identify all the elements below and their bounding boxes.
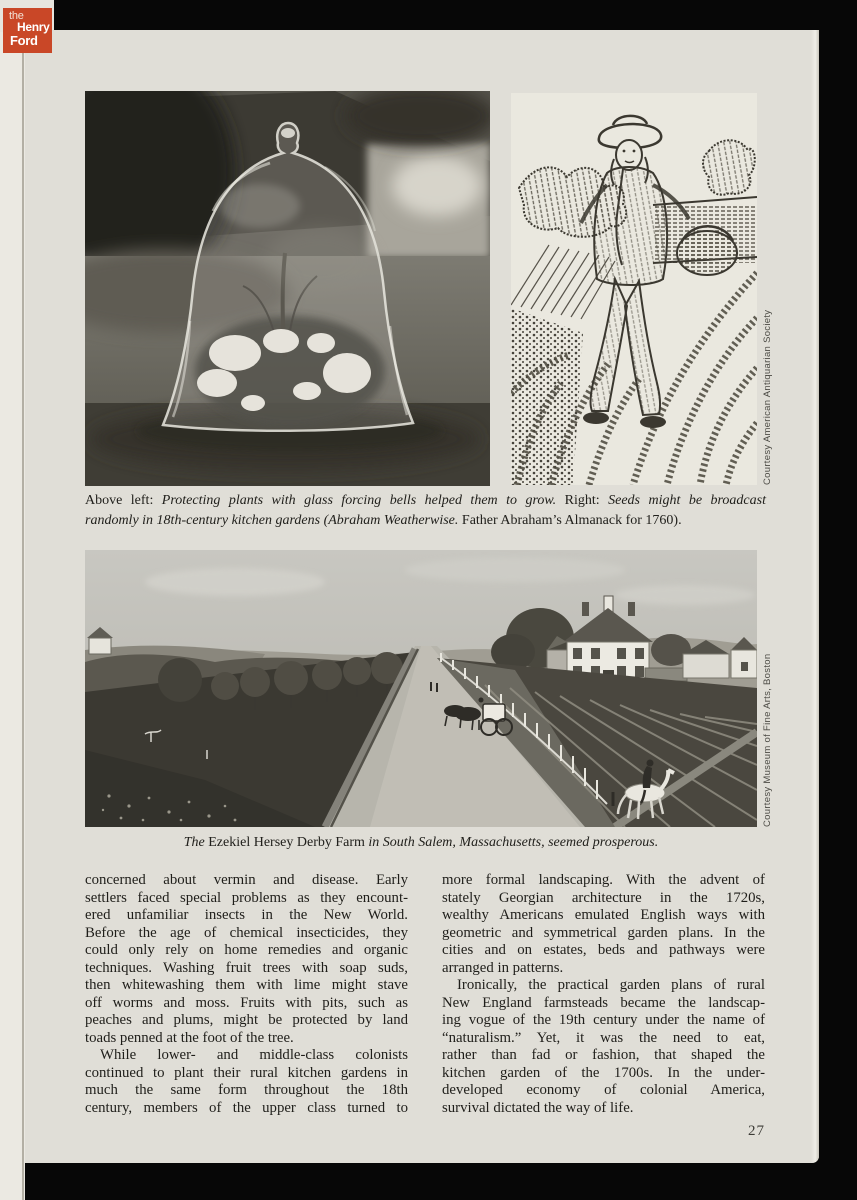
derby-farm-painting [85,550,757,827]
sower-woodcut-art [511,93,757,485]
text-line: ing vogue of the 19th century under the name of [442,1012,765,1028]
farm-caption: The Ezekiel Hersey Derby Farm in South Salem, Massachusetts, seemed prosperous. [183,835,659,850]
text-line: wealthy Americans emulated English ways with [442,907,765,923]
text-line: ered unfamiliar insects in the New World. [85,907,408,923]
text-line: continued to plant their rural kitchen gardens in [85,1064,408,1081]
text-line: While lower- and middle-class colonists [100,1047,408,1063]
text-line: could only rely on home remedies and organic [85,942,408,958]
page-number: 27 [748,1123,765,1139]
logo-word-henry: Henry [17,20,50,34]
woodcut-credit: Courtesy American Antiquarian Society [762,309,773,485]
article-body [85,872,765,1117]
text-line: cities and on estates, beds and pathways were [442,942,765,958]
top-figures-caption [85,491,766,530]
text-line: kitchen garden of the 1700s. In the under- [442,1064,765,1081]
article-column-left [85,872,408,1117]
text-line: geometric and symmetrical garden plans. In the [442,924,765,941]
text-line: peaches and plums, might be protected by land [85,1012,408,1028]
text-line: more formal landscaping. With the advent of [442,872,765,888]
text-line: settlers faced special problems as they encount- [85,889,408,906]
text-line: techniques. Washing fruit trees with soap suds, [85,959,408,976]
text-line: arranged in patterns. [442,959,564,976]
text-line: concerned about vermin and disease. Early [85,872,408,888]
text-line: Ironically, the practical garden plans of rural [457,977,765,993]
text-line: off worms and moss. Fruits with pits, such as [85,994,408,1011]
text-line: New England farmsteads became the landscap- [442,994,765,1011]
bell-jar-photo-art [85,91,490,486]
paragraph [85,1047,408,1117]
sower-woodcut [511,93,757,485]
logo-word-the: the [9,10,24,22]
magazine-page [25,30,819,1163]
painting-credit: Courtesy Museum of Fine Arts, Boston [762,653,773,827]
text-line: then whitewashing them with lime might stave [85,977,408,993]
text-line: survival dictated the way of life. [442,1099,634,1116]
henry-ford-logo [3,8,52,53]
page-edge-seam [22,0,24,1200]
text-line: century, members of the upper class turned to [85,1099,408,1116]
article-column-right [442,872,765,1117]
text-line: rather than fad or fashion, that shaped the [442,1047,765,1063]
paragraph [85,872,408,1047]
logo-word-ford: Ford [10,33,38,48]
text-line: stately Georgian architecture in the 1720s, [442,889,765,906]
text-line: “naturalism.” Yet, it was the need to eat, [442,1029,765,1046]
caption-line: randomly in 18th-century kitchen gardens (Abraham Weatherwise. Father Abraham’s Almanack for 1760). [85,512,682,528]
paragraph [442,872,765,977]
derby-farm-painting-art [85,550,757,827]
caption-line: Above left: Protecting plants with glass forcing bells helped them to grow. Right: Seeds might be broadcast [85,493,766,508]
text-line: toads penned at the foot of the tree. [85,1029,294,1046]
text-line: much the same form throughout the 18th [85,1082,408,1098]
text-line: Before the age of chemical insecticides, they [85,924,408,941]
paragraph [442,977,765,1117]
bell-jar-photo [85,91,490,486]
text-line: developed economy of colonial America, [442,1082,765,1098]
